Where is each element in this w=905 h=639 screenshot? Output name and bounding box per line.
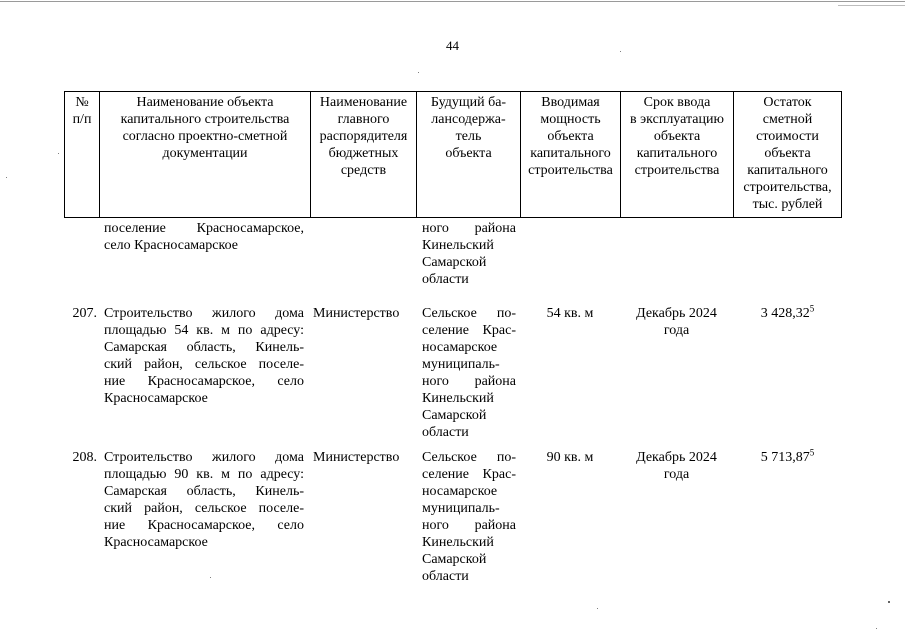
cell-line: ного района	[422, 518, 516, 533]
header-line: Будущий ба-	[430, 95, 507, 110]
cell-line: село Красносамарское	[104, 238, 238, 253]
cell-line: области	[422, 425, 469, 440]
row-208-term	[620, 449, 733, 483]
scan-speck	[418, 72, 419, 73]
cell-line: поселение Красносамарское,	[104, 221, 304, 236]
cell-line: Сельское по-	[422, 306, 516, 321]
cell-line: селение Крас-	[422, 467, 516, 482]
cell-value: 5 713,87	[760, 450, 810, 465]
header-line: лансодержа-	[431, 112, 506, 127]
cell-line: года	[663, 467, 690, 482]
header-line: капитального	[636, 146, 718, 161]
scan-speck	[597, 608, 598, 609]
cell-line: площадью 54 кв. м по адресу:	[104, 323, 304, 338]
cell-line: Декабрь 2024	[636, 450, 717, 465]
row-207-name	[104, 305, 304, 407]
row-208-name	[104, 449, 304, 551]
cell-line: области	[422, 272, 469, 287]
cell-line: Кинельский	[422, 391, 494, 406]
cell-line: ного района	[422, 221, 516, 236]
row-207-term	[620, 305, 733, 339]
footnote-mark: 5	[809, 447, 815, 458]
cell-line: области	[422, 569, 469, 584]
header-name	[99, 91, 310, 218]
cell-line: Кинельский	[422, 535, 494, 550]
header-line: строительства	[634, 163, 720, 178]
cell-line: ние Красносамарское, село	[104, 518, 304, 533]
cell-line: ский район, сельское поселе-	[104, 501, 304, 516]
row-207-capacity: 54 кв. м	[546, 306, 594, 321]
cell-line: носамарское	[422, 484, 498, 499]
header-line: тель	[455, 129, 482, 144]
header-line: распорядителя	[319, 129, 408, 144]
header-line: средств	[340, 163, 387, 178]
cell-line: года	[663, 323, 690, 338]
header-line: согласно проектно-сметной	[122, 129, 288, 144]
row-208-capacity: 90 кв. м	[546, 450, 594, 465]
continuation-name	[104, 220, 304, 237]
header-line: капитального	[747, 163, 828, 178]
cell-line: Кинельский	[422, 238, 494, 253]
scan-speck	[888, 601, 890, 603]
cell-line: Самарской	[422, 255, 487, 270]
row-208-remainder	[733, 449, 842, 466]
scan-speck	[210, 577, 211, 578]
row-208-manager: Министерство	[313, 450, 400, 465]
cell-line: Самарской	[422, 408, 487, 423]
scan-speck	[58, 153, 59, 154]
cell-line: Строительство жилого дома	[104, 306, 304, 321]
header-line: строительства,	[743, 180, 832, 195]
header-line: Остаток	[763, 95, 812, 110]
header-line: №	[75, 95, 89, 110]
header-line: капитального	[530, 146, 611, 161]
scan-speck	[876, 628, 877, 629]
header-line: Вводимая	[541, 95, 600, 110]
header-line: Срок ввода	[643, 95, 711, 110]
cell-line: Декабрь 2024	[636, 306, 717, 321]
row-207-manager: Министерство	[313, 306, 400, 321]
cell-line: селение Крас-	[422, 323, 516, 338]
header-line: капитального строительства	[120, 112, 290, 127]
header-line: Наименование	[319, 95, 408, 110]
scan-speck	[620, 51, 621, 52]
header-line: главного	[337, 112, 390, 127]
header-line: объекта	[764, 146, 811, 161]
top-rule-short	[838, 5, 905, 6]
header-term	[620, 91, 733, 218]
row-208-holder	[422, 449, 516, 585]
page-number: 44	[446, 38, 459, 53]
cell-line: муниципаль-	[422, 357, 500, 372]
header-line: п/п	[72, 112, 92, 127]
footnote-mark: 5	[809, 303, 815, 314]
cell-line: Самарская область, Кинель-	[104, 484, 304, 499]
header-line: объекта	[445, 146, 492, 161]
scan-speck	[6, 177, 7, 178]
cell-line: Самарская область, Кинель-	[104, 340, 304, 355]
row-207-holder	[422, 305, 516, 441]
header-holder	[416, 91, 520, 218]
header-manager	[310, 91, 416, 218]
cell-line: Самарской	[422, 552, 487, 567]
continuation-holder	[422, 220, 516, 288]
header-line: Наименование объекта	[136, 95, 274, 110]
header-line: объекта	[547, 129, 594, 144]
header-line: стоимости	[756, 129, 819, 144]
cell-line: Строительство жилого дома	[104, 450, 304, 465]
cell-line: Красносамарское	[104, 391, 208, 406]
header-line: строительства	[528, 163, 613, 178]
cell-line: носамарское	[422, 340, 498, 355]
header-remainder	[733, 91, 842, 218]
cell-line: Сельское по-	[422, 450, 516, 465]
header-line: бюджетных	[328, 146, 399, 161]
header-line: объекта	[653, 129, 701, 144]
cell-value: 3 428,32	[760, 306, 810, 321]
header-line: тыс. рублей	[752, 197, 823, 212]
cell-line: ский район, сельское поселе-	[104, 357, 304, 372]
cell-line: муниципаль-	[422, 501, 500, 516]
top-rule	[0, 1, 905, 2]
cell-line: ние Красносамарское, село	[104, 374, 304, 389]
row-207-remainder	[733, 305, 842, 322]
row-208-num: 208.	[72, 450, 97, 465]
header-line: документации	[162, 146, 248, 161]
cell-line: площадью 90 кв. м по адресу:	[104, 467, 304, 482]
header-line: мощность	[540, 112, 601, 127]
header-num	[64, 91, 99, 218]
header-line: в эксплуатацию	[630, 112, 724, 127]
cell-line: ного района	[422, 374, 516, 389]
header-line: сметной	[762, 112, 813, 127]
continuation-name-end	[104, 237, 304, 254]
header-capacity	[520, 91, 620, 218]
row-207-num: 207.	[72, 306, 97, 321]
cell-line: Красносамарское	[104, 535, 208, 550]
